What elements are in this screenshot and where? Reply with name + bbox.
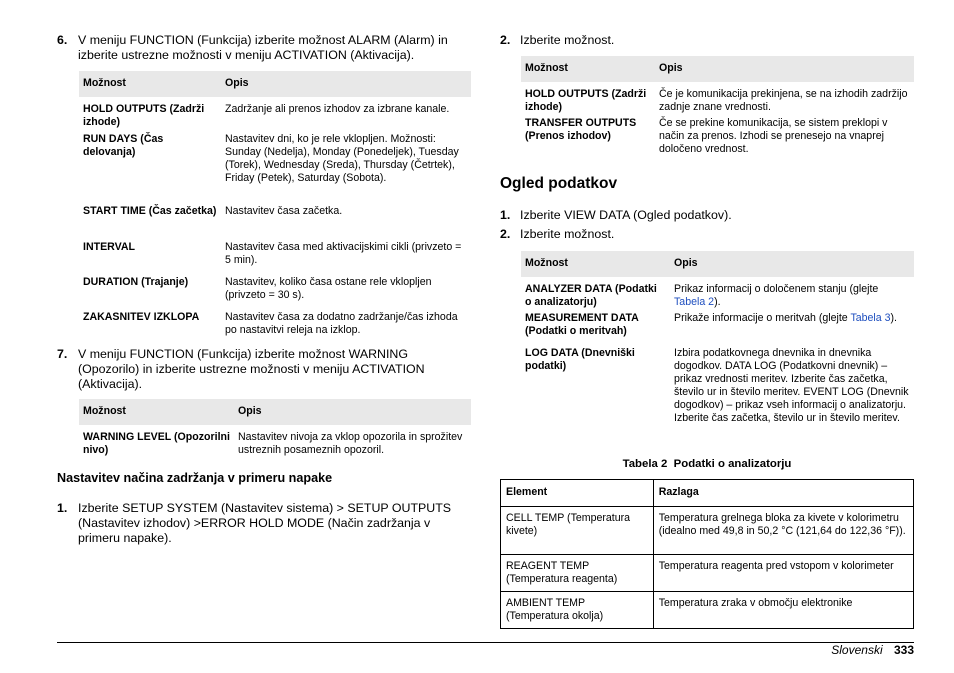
element-name: REAGENT TEMP (Temperatura reagenta): [501, 555, 654, 592]
description-text-end: ).: [890, 312, 897, 324]
option-description: [670, 277, 914, 312]
description-text: Prikaz informacij o določenem stanju (glejte: [674, 283, 879, 295]
header-description: Opis: [221, 71, 471, 97]
table-header-row: [521, 56, 914, 82]
element-name: CELL TEMP (Temperatura kivete): [501, 507, 654, 555]
options-table-error-hold: [521, 56, 914, 157]
option-name: RUN DAYS (Čas delovanja): [83, 133, 164, 158]
option-description: Če je komunikacija prekinjena, se na izhodih zadržijo zadnje znane vrednosti.: [659, 88, 908, 113]
step-text: Izberite VIEW DATA (Ogled podatkov).: [520, 208, 732, 222]
table-row: [79, 133, 471, 205]
header-element: Element: [501, 480, 654, 507]
analyzer-data-table: [500, 479, 914, 629]
option-name: DURATION (Trajanje): [83, 276, 189, 288]
table-row: [521, 82, 914, 117]
header-option: Možnost: [521, 56, 655, 82]
step-text: V meniju FUNCTION (Funkcija) izberite možnost WARNING (Opozorilo) in izberite ustrezne možnosti v meniju ACTIVATION (Aktivacija).: [78, 347, 425, 391]
step-text: Izberite možnost.: [520, 33, 615, 47]
step-number: 2.: [500, 227, 511, 241]
element-explanation: Temperatura grelnega bloka za kivete v kolorimetru (idealno med 49,8 in 50,2 °C (121,64 do 122,36 °F)).: [653, 507, 913, 555]
option-description: Nastavitev dni, ko je rele vklopljen. Možnosti: Sunday (Nedelja), Monday (Ponedeljek), Tuesday (Torek), Wednesday (Sreda), Thursday (Četrtek), Friday (Petek), Saturday (Sobota).: [225, 133, 459, 184]
option-description: Nastavitev nivoja za vklop opozorila in sprožitev ustreznih posameznih opozoril.: [238, 431, 463, 456]
option-name: MEASUREMENT DATA (Podatki o meritvah): [525, 312, 639, 337]
header-option: Možnost: [79, 399, 234, 425]
page-number: 333: [893, 643, 914, 657]
table-row: [79, 311, 471, 341]
option-description: Nastavitev časa za dodatno zadržanje/čas izhoda po nastavitvi releja na izklop.: [225, 311, 458, 336]
option-name: HOLD OUTPUTS (Zadrži izhode): [83, 103, 205, 128]
header-explanation: Razlaga: [653, 480, 913, 507]
option-description: Če se prekine komunikacija, se sistem preklopi v način za prenos. Izhodi se prenesejo na vnaprej določeno vrednost.: [659, 117, 888, 155]
table-row: [501, 555, 914, 592]
step-text: V meniju FUNCTION (Funkcija) izberite možnost ALARM (Alarm) in izberite ustrezne možnosti v meniju ACTIVATION (Aktivacija).: [78, 33, 448, 62]
step-text: Izberite možnost.: [520, 227, 615, 241]
table-header-row: [501, 480, 914, 507]
step-number: 2.: [500, 33, 511, 47]
section-heading: Ogled podatkov: [500, 175, 618, 192]
description-text-end: ).: [714, 296, 721, 308]
option-description: Izbira podatkovnega dnevnika in dnevnika dogodkov. DATA LOG (Podatkovni dnevnik) – prikaz vrednosti meritev. Izberite čas začetka, število ur in število meritev. EVENT LOG (Dnevnik dogodkov) – prikaz vseh informacij o analizatorju. Izberite čas začetka, število ur in število meritev.: [674, 347, 909, 424]
header-description: Opis: [670, 251, 914, 277]
table-row: [79, 241, 471, 276]
page-footer: [831, 643, 914, 657]
option-description: [670, 312, 914, 347]
table-row: [521, 117, 914, 157]
option-name: INTERVAL: [83, 241, 135, 253]
step-number: 7.: [57, 347, 68, 361]
header-description: Opis: [234, 399, 471, 425]
table-row: [521, 347, 914, 437]
option-description: Nastavitev, koliko časa ostane rele vklopljen (privzeto = 30 s).: [225, 276, 432, 301]
step-1-error-hold: [57, 501, 477, 547]
step-number: 6.: [57, 33, 68, 47]
step-2-select: [500, 33, 914, 49]
element-explanation: Temperatura reagenta pred vstopom v kolorimeter: [653, 555, 913, 592]
option-description: Nastavitev časa začetka.: [225, 205, 343, 217]
options-table-alarm: [79, 71, 471, 341]
table-header-row: [521, 251, 914, 277]
table-row: [501, 592, 914, 629]
header-option: Možnost: [79, 71, 221, 97]
option-name: WARNING LEVEL (Opozorilni nivo): [83, 431, 230, 456]
element-name: AMBIENT TEMP (Temperatura okolja): [501, 592, 654, 629]
step-number: 1.: [57, 501, 68, 515]
option-description: Zadržanje ali prenos izhodov za izbrane kanale.: [225, 103, 450, 115]
step-2-view-data: [500, 227, 914, 243]
table-row: [79, 276, 471, 311]
step-7: [57, 347, 477, 393]
option-name: ANALYZER DATA (Podatki o analizatorju): [525, 283, 657, 308]
element-explanation: Temperatura zraka v območju elektronike: [653, 592, 913, 629]
header-description: Opis: [655, 56, 914, 82]
table-header-row: [79, 71, 471, 97]
option-name: ZAKASNITEV IZKLOPA: [83, 311, 200, 323]
option-name: LOG DATA (Dnevniški podatki): [525, 347, 635, 372]
step-text: Izberite SETUP SYSTEM (Nastavitev sistema) > SETUP OUTPUTS (Nastavitev izhodov) >ERROR HOLD MODE (Način zadržanja v primeru napake).: [78, 501, 452, 545]
option-name: HOLD OUTPUTS (Zadrži izhode): [525, 88, 647, 113]
table-row: [501, 507, 914, 555]
table-row: [521, 277, 914, 312]
option-name: START TIME (Čas začetka): [83, 205, 217, 217]
step-1-view-data: [500, 208, 914, 224]
table-2-link[interactable]: Tabela 2: [674, 296, 715, 308]
step-6: [57, 33, 477, 65]
table-row: [79, 97, 471, 133]
table-caption: Tabela 2 Podatki o analizatorju: [622, 458, 792, 470]
step-number: 1.: [500, 208, 511, 222]
table-3-link[interactable]: Tabela 3: [850, 312, 891, 324]
table-row: [79, 425, 471, 459]
footer-language: Slovenski: [831, 643, 883, 657]
option-description: Nastavitev časa med aktivacijskimi cikli (privzeto = 5 min).: [225, 241, 462, 266]
description-text: Prikaže informacije o meritvah (glejte: [674, 312, 851, 324]
table-header-row: [79, 399, 471, 425]
options-table-view-data: [521, 251, 914, 437]
header-option: Možnost: [521, 251, 670, 277]
footer-rule: [57, 642, 914, 643]
section-subheading: Nastavitev načina zadržanja v primeru napake: [57, 471, 333, 485]
table-row: [79, 205, 471, 241]
options-table-warning: [79, 399, 471, 459]
table-row: [521, 312, 914, 347]
option-name: TRANSFER OUTPUTS (Prenos izhodov): [525, 117, 637, 142]
